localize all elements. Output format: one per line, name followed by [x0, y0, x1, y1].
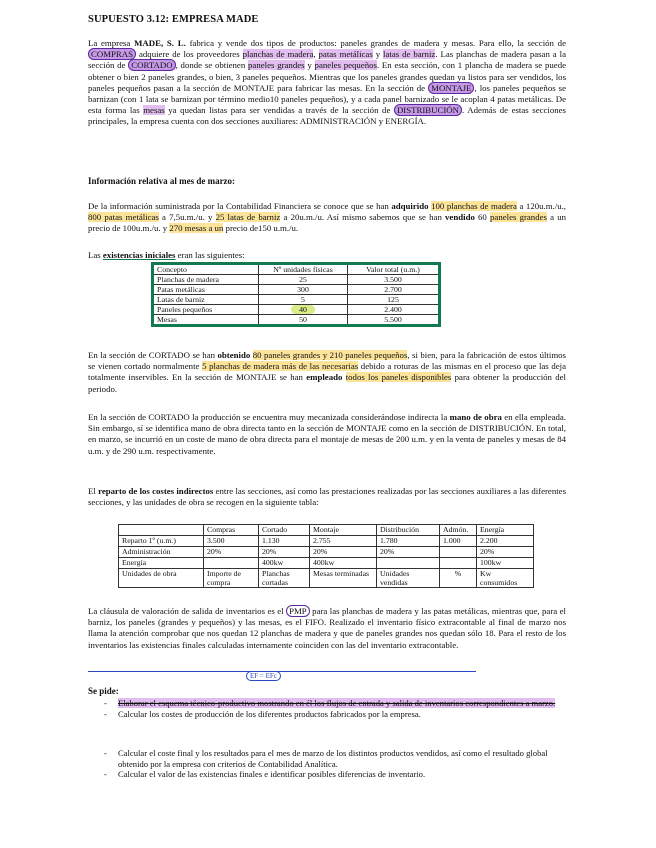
table-row [119, 558, 534, 569]
table-cell: 25 [259, 275, 348, 285]
purchase-latas-highlight: 25 latas de barniz [215, 212, 281, 223]
paneles-pequenos-count-highlight: 40 [291, 305, 315, 314]
underline-annotation [88, 671, 476, 672]
pmp-circled: PMP [286, 605, 310, 617]
list-item [104, 698, 564, 709]
table-header-cell: Admón. [440, 525, 477, 536]
table-header-cell [119, 525, 204, 536]
table-cell: 5.500 [348, 315, 440, 326]
table-cell: 1.780 [377, 536, 440, 547]
table-cell [259, 305, 348, 315]
prod-bold: empleado [306, 372, 343, 383]
tasks-list-1 [104, 698, 564, 719]
info-text: a un precio de 100u.m./u. y [88, 212, 566, 234]
reparto-bold: reparto de los costes indirectos [98, 486, 214, 496]
intro-text: , donde se obtienen [175, 60, 249, 71]
table-row [153, 275, 440, 285]
purchase-planchas-highlight: 100 planchas de madera [431, 201, 517, 211]
exist-text: eran las siguientes: [175, 250, 245, 260]
intro-text: . Las planchas de madera pasan a la sección de [88, 49, 566, 71]
table-cell: 2.200 [477, 536, 534, 547]
info-text: a 20u.m./u. Así mismo sabemos que se han [280, 212, 446, 223]
table-cell: 125 [348, 295, 440, 305]
info-text: precio de150 u.m./u. [223, 223, 299, 234]
prod-text: En la sección de CORTADO se han [88, 350, 218, 360]
list-item-text: Elaborar el esquema técnico-productivo mostrando en él los flujos de entrada y salida de inventarios correspondientes a marzo. [118, 698, 556, 708]
table-header-cell: Distribución [377, 525, 440, 536]
info-text: a 120u.m./u., [516, 201, 566, 211]
reparto-table [118, 524, 534, 588]
list-item [104, 769, 564, 780]
table-cell [377, 558, 440, 569]
table-cell [440, 547, 477, 558]
intro-text: La empresa [88, 38, 135, 48]
table-cell: Reparto 1º (u.m.) [119, 536, 204, 547]
intro-text: y [372, 49, 384, 60]
table-header-cell: Montaje [310, 525, 377, 536]
mano-text: En la sección de CORTADO la producción se encuentra muy mecanizada considerándose indirecta la [88, 412, 450, 422]
mesas-highlight: mesas [143, 105, 165, 116]
existencias-table [151, 262, 441, 327]
table-cell: Mesas [153, 315, 259, 326]
valoracion-paragraph [88, 606, 566, 651]
table-cell: 3.500 [348, 275, 440, 285]
intro-text: adquiere de los proveedores [136, 49, 243, 60]
table-header-row [153, 264, 440, 275]
table-cell: Importe de compra [204, 569, 259, 588]
paneles-pequenos-highlight: paneles pequeños [314, 60, 377, 71]
table-cell: 2.700 [348, 285, 440, 295]
paneles-grandes-highlight: paneles grandes [248, 60, 305, 71]
list-item [104, 709, 564, 720]
list-item-text: Calcular el valor de las existencias finales e identificar posibles diferencias de inventario. [118, 769, 426, 780]
intro-paragraph [88, 38, 566, 128]
list-item-text: Calcular los costes de producción de los diferentes productos fabricados por la empresa. [118, 708, 421, 719]
table-cell: 100kw [477, 558, 534, 569]
reparto-text: entre las secciones, así como las prestaciones realizadas por las secciones auxiliares a las diferentes secciones, y las unidades de obra se recogen en la siguiente tabla: [88, 486, 566, 508]
valor-text: para las planchas de madera y las patas metálicas, mientras que, para el barniz, los paneles (grandes y pequeños) y las mesas, es el FIFO. Realizado el inventario físico extracontable al final de marzo nos llama la atención comprobar que nos quedan 12 planchas de madera y que de paneles grandes nos quedan sólo 18. Para el resto de los inventarios las existencias finales calculadas internamente coinciden con las del inventario extracontable. [88, 606, 566, 650]
planchas-highlight: planchas de madera [242, 49, 314, 60]
info-bold: vendido [445, 212, 475, 223]
exist-text: Las [88, 250, 103, 260]
table-cell: Kw consumidos [477, 569, 534, 588]
sold-paneles-highlight: paneles grandes [490, 212, 547, 223]
prod-text: , si bien, para la fabricación de estos últimos se vienen cortado normalmente [88, 350, 566, 372]
prod-text: debido a roturas de las mismas en el proceso que las deja totalmente inservibles. En la sección de MONTAJE se han [88, 361, 566, 383]
distribucion-highlight: DISTRIBUCIÓN [394, 104, 462, 116]
table-cell: 50 [259, 315, 348, 326]
compras-highlight: COMPRAS [88, 48, 136, 60]
info-paragraph [88, 201, 566, 235]
table-row [153, 295, 440, 305]
table-row [153, 315, 440, 326]
mano-bold: mano de obra [449, 412, 502, 422]
table-cell: 3.500 [204, 536, 259, 547]
table-row [153, 305, 440, 315]
table-header-cell: Cortado [259, 525, 310, 536]
table-row [153, 285, 440, 295]
latas-highlight: latas de barniz [383, 49, 436, 60]
intro-text: y [304, 60, 315, 71]
table-row [119, 547, 534, 558]
reparto-paragraph [88, 486, 566, 508]
table-cell [204, 558, 259, 569]
intro-text: ya quedan listas para ser vendidas a través de la sección de [164, 105, 394, 116]
table-cell: 1.000 [440, 536, 477, 547]
table-cell: 2.400 [348, 305, 440, 315]
existencias-intro [88, 250, 566, 261]
table-row [119, 569, 534, 588]
intro-text: , [313, 49, 319, 60]
prod-bold: obtenido [217, 350, 251, 360]
table-row [119, 536, 534, 547]
se-pide-heading: Se pide: [88, 686, 119, 696]
table-cell: 20% [377, 547, 440, 558]
intro-text: fabrica y vende dos tipos de productos: paneles grandes de madera y mesas. Para ello, la sección de [185, 38, 566, 48]
list-item-text: Calcular el coste final y los resultados para el mes de marzo de los distintos productos vendidos, así como el resultado global obtenido por la empresa con criterios de Contabilidad Analítica. [118, 748, 548, 769]
table-header-row [119, 525, 534, 536]
page-title: SUPUESTO 3.12: EMPRESA MADE [88, 14, 259, 25]
sold-mesas-highlight: 270 mesas a un [169, 223, 224, 234]
table-cell: 20% [259, 547, 310, 558]
table-cell: Latas de barniz [153, 295, 259, 305]
obtained-paneles-highlight: 80 paneles grandes y 210 paneles pequeños [252, 350, 408, 360]
info-bold: adquirido [391, 201, 429, 211]
patas-highlight: patas metálicas [318, 49, 373, 60]
table-cell: Unidades de obra [119, 569, 204, 588]
table-cell: Mesas terminadas [310, 569, 377, 588]
table-header-cell: Compras [204, 525, 259, 536]
company-name: MADE, S. L. [134, 38, 186, 48]
mano-text: en ella empleada. Sin embargo, sí se identifica mano de obra directa tanto en la sección de MONTAJE como en la sección de DISTRIBUCIÓN. En total, en marzo, se incurrió en un coste de mano de obra directa para el montaje de mesas de 200 u.m. y en la venta de paneles y mesas de 84 u.m. y de 290 u.m. respectivamente. [88, 412, 567, 456]
table-cell: 300 [259, 285, 348, 295]
table-header-cell: Nº unidades físicas [259, 264, 348, 275]
table-header-cell: Concepto [153, 264, 259, 275]
table-header-cell: Energía [477, 525, 534, 536]
table-cell [440, 558, 477, 569]
intro-text: . En esta sección, con 1 plancha de madera se puede obtener o bien 2 paneles grandes, o bien, 3 paneles pequeños. Mientras que los paneles grandes quedan ya listos para ser vendidos, los paneles pequeños pasan a la sección de MONTAJE para fabricar las mesas. En la sección de [88, 60, 566, 93]
table-cell: Administración [119, 547, 204, 558]
reparto-text: El [88, 486, 99, 496]
valor-text: La cláusula de valoración de salida de inventarios es el [88, 606, 287, 616]
cortado-highlight: CORTADO [128, 59, 175, 71]
table-cell: 400kw [310, 558, 377, 569]
table-cell: 1.130 [259, 536, 310, 547]
list-item [104, 748, 564, 769]
table-cell: 5 [259, 295, 348, 305]
table-cell: 20% [204, 547, 259, 558]
intro-text: , los paneles pequeños se barnizan (con 1 lata se barnizan por término medio10 paneles pequeños), y a cada panel barnizado se le acoplan 4 patas metálicas. De esta forma las [88, 82, 566, 116]
table-cell: % [440, 569, 477, 588]
info-text: De la información suministrada por la Contabilidad Financiera se conoce que se han [88, 201, 392, 211]
paneles-disponibles-highlight: todos los paneles disponibles [345, 372, 452, 383]
purchase-patas-highlight: 800 patas metálicas [88, 212, 159, 223]
table-cell: 2.755 [310, 536, 377, 547]
tasks-list-2 [104, 748, 564, 780]
info-text: 60 [474, 212, 491, 223]
prod-text: para obtener la producción del periodo. [88, 372, 566, 394]
table-cell: 20% [477, 547, 534, 558]
info-heading: Información relativa al mes de marzo: [88, 176, 236, 186]
intro-text: . Además de estas secciones principales, la empresa cuenta con dos secciones auxiliares: ADMINISTRACIÓN y ENERGÍA. [88, 105, 566, 127]
montaje-highlight: MONTAJE [428, 82, 474, 94]
exist-bold: existencias iniciales [102, 250, 176, 260]
table-cell: Energía [119, 558, 204, 569]
info-text: a 7,5u.m./u. y [158, 212, 216, 223]
mano-obra-paragraph [88, 412, 566, 457]
handwritten-note: EF = EFc [246, 671, 281, 681]
table-cell: Paneles pequeños [153, 305, 259, 315]
table-cell: Unidades vendidas [377, 569, 440, 588]
table-cell: 20% [310, 547, 377, 558]
table-header-cell: Valor total (u.m.) [348, 264, 440, 275]
extra-planchas-highlight: 5 planchas de madera más de las necesarias [202, 361, 359, 372]
table-cell: Patas metálicas [153, 285, 259, 295]
table-cell: Planchas de madera [153, 275, 259, 285]
production-paragraph [88, 350, 566, 395]
table-cell: Planchas cortadas [259, 569, 310, 588]
table-cell: 400kw [259, 558, 310, 569]
